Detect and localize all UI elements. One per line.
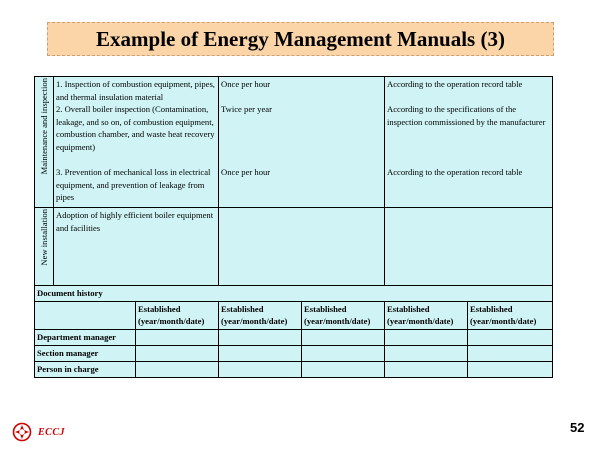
- document-history-row: [35, 286, 553, 302]
- signature-cell: [468, 329, 553, 345]
- eccj-logo-text: ECCJ: [38, 426, 66, 438]
- new-installation-method: [385, 208, 553, 286]
- signature-cell: [468, 345, 553, 361]
- signature-cell: [302, 361, 385, 377]
- signature-cell: [219, 361, 302, 377]
- maintenance-items-cell: [54, 77, 219, 208]
- signature-cell: [302, 329, 385, 345]
- maintenance-item-2: 2. Overall boiler inspection (Contamination, leakage, and so on, of combustion equipment, combustion chamber, and waste heat recovery equipment): [56, 104, 215, 152]
- signature-cell: [385, 345, 468, 361]
- established-cell-3: Established (year/month/date): [302, 301, 385, 329]
- frequency-2: Twice per year: [221, 104, 272, 114]
- new-installation-item: Adoption of highly efficient boiler equipment and facilities: [54, 208, 219, 286]
- signature-cell: [136, 361, 219, 377]
- signature-cell: [219, 329, 302, 345]
- signature-cell: [302, 345, 385, 361]
- new-installation-frequency: [219, 208, 385, 286]
- maintenance-frequency-cell: [219, 77, 385, 208]
- signature-cell: [136, 329, 219, 345]
- signature-cell: [219, 345, 302, 361]
- new-installation-row: [35, 208, 553, 286]
- role-person-in-charge: Person in charge: [35, 361, 136, 377]
- maintenance-row: [35, 77, 553, 208]
- established-row: [35, 301, 553, 329]
- method-3: According to the operation record table: [387, 167, 523, 177]
- maintenance-item-1: 1. Inspection of combustion equipment, pipes, and thermal insulation material: [56, 79, 215, 102]
- signature-cell: [136, 345, 219, 361]
- frequency-1: Once per hour: [221, 79, 271, 89]
- energy-manual-table: [34, 76, 553, 378]
- slide-title-box: [47, 22, 554, 56]
- established-cell-5: Established (year/month/date): [468, 301, 553, 329]
- maintenance-section-label: Maintenance and inspection: [35, 77, 54, 208]
- eccj-logo: [12, 422, 65, 442]
- method-1: According to the operation record table: [387, 79, 523, 89]
- method-2: According to the specifications of the inspection commissioned by the manufacturer: [387, 104, 546, 127]
- slide-title: Example of Energy Management Manuals (3): [96, 26, 505, 51]
- role-row: [35, 361, 553, 377]
- signature-cell: [385, 361, 468, 377]
- eccj-logo-icon: [12, 422, 32, 442]
- maintenance-item-3: 3. Prevention of mechanical loss in electrical equipment, and prevention of leakage from pipes: [56, 167, 211, 202]
- role-department-manager: Department manager: [35, 329, 136, 345]
- new-installation-section-label: New installation: [35, 208, 54, 286]
- role-section-manager: Section manager: [35, 345, 136, 361]
- maintenance-method-cell: [385, 77, 553, 208]
- established-cell-1: Established (year/month/date): [136, 301, 219, 329]
- role-row: [35, 345, 553, 361]
- frequency-3: Once per hour: [221, 167, 271, 177]
- role-row: [35, 329, 553, 345]
- page-number: 52: [570, 420, 585, 435]
- established-cell-2: Established (year/month/date): [219, 301, 302, 329]
- signature-cell: [468, 361, 553, 377]
- established-cell-4: Established (year/month/date): [385, 301, 468, 329]
- document-history-label: Document history: [35, 286, 553, 302]
- signature-cell: [385, 329, 468, 345]
- established-blank-cell: [35, 301, 136, 329]
